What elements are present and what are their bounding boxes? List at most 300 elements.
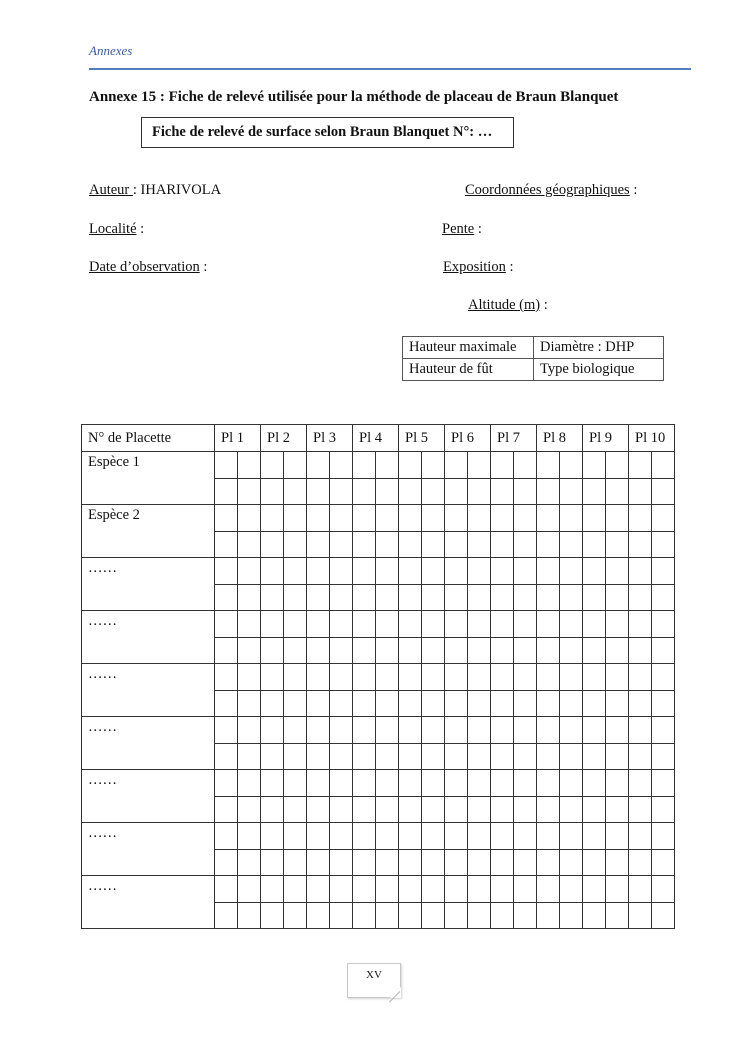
entry-cell[interactable]	[606, 849, 629, 876]
entry-cell[interactable]	[491, 452, 514, 479]
entry-cell[interactable]	[445, 637, 468, 664]
entry-cell[interactable]	[445, 823, 468, 850]
entry-cell[interactable]	[353, 902, 376, 929]
entry-cell[interactable]	[514, 611, 537, 638]
entry-cell[interactable]	[353, 505, 376, 532]
entry-cell[interactable]	[537, 770, 560, 797]
entry-cell[interactable]	[376, 478, 399, 505]
entry-cell[interactable]	[468, 796, 491, 823]
entry-cell[interactable]	[606, 478, 629, 505]
entry-cell[interactable]	[215, 584, 238, 611]
entry-cell[interactable]	[445, 849, 468, 876]
entry-cell[interactable]	[629, 664, 652, 691]
entry-cell[interactable]	[376, 823, 399, 850]
entry-cell[interactable]	[238, 584, 261, 611]
entry-cell[interactable]	[583, 902, 606, 929]
entry-cell[interactable]	[399, 690, 422, 717]
entry-cell[interactable]	[399, 876, 422, 903]
entry-cell[interactable]	[215, 690, 238, 717]
entry-cell[interactable]	[215, 664, 238, 691]
entry-cell[interactable]	[422, 531, 445, 558]
entry-cell[interactable]	[215, 823, 238, 850]
entry-cell[interactable]	[307, 823, 330, 850]
entry-cell[interactable]	[468, 717, 491, 744]
entry-cell[interactable]	[353, 849, 376, 876]
entry-cell[interactable]	[376, 876, 399, 903]
entry-cell[interactable]	[284, 452, 307, 479]
entry-cell[interactable]	[284, 558, 307, 585]
entry-cell[interactable]	[629, 717, 652, 744]
entry-cell[interactable]	[606, 796, 629, 823]
entry-cell[interactable]	[514, 743, 537, 770]
entry-cell[interactable]	[376, 452, 399, 479]
entry-cell[interactable]	[537, 876, 560, 903]
entry-cell[interactable]	[399, 558, 422, 585]
entry-cell[interactable]	[330, 876, 353, 903]
entry-cell[interactable]	[583, 796, 606, 823]
entry-cell[interactable]	[491, 902, 514, 929]
entry-cell[interactable]	[629, 849, 652, 876]
entry-cell[interactable]	[261, 452, 284, 479]
entry-cell[interactable]	[629, 876, 652, 903]
entry-cell[interactable]	[307, 690, 330, 717]
entry-cell[interactable]	[560, 770, 583, 797]
entry-cell[interactable]	[238, 690, 261, 717]
entry-cell[interactable]	[468, 902, 491, 929]
entry-cell[interactable]	[261, 505, 284, 532]
entry-cell[interactable]	[537, 849, 560, 876]
entry-cell[interactable]	[284, 717, 307, 744]
entry-cell[interactable]	[307, 505, 330, 532]
entry-cell[interactable]	[514, 531, 537, 558]
entry-cell[interactable]	[261, 584, 284, 611]
entry-cell[interactable]	[399, 505, 422, 532]
entry-cell[interactable]	[629, 902, 652, 929]
entry-cell[interactable]	[353, 823, 376, 850]
entry-cell[interactable]	[652, 558, 675, 585]
entry-cell[interactable]	[537, 478, 560, 505]
entry-cell[interactable]	[445, 796, 468, 823]
entry-cell[interactable]	[583, 637, 606, 664]
entry-cell[interactable]	[330, 902, 353, 929]
entry-cell[interactable]	[261, 876, 284, 903]
entry-cell[interactable]	[514, 664, 537, 691]
entry-cell[interactable]	[445, 531, 468, 558]
entry-cell[interactable]	[537, 823, 560, 850]
entry-cell[interactable]	[652, 823, 675, 850]
entry-cell[interactable]	[606, 743, 629, 770]
entry-cell[interactable]	[468, 584, 491, 611]
entry-cell[interactable]	[353, 664, 376, 691]
entry-cell[interactable]	[353, 558, 376, 585]
entry-cell[interactable]	[238, 452, 261, 479]
entry-cell[interactable]	[606, 902, 629, 929]
entry-cell[interactable]	[399, 611, 422, 638]
entry-cell[interactable]	[468, 478, 491, 505]
entry-cell[interactable]	[238, 505, 261, 532]
entry-cell[interactable]	[606, 452, 629, 479]
entry-cell[interactable]	[514, 770, 537, 797]
entry-cell[interactable]	[652, 611, 675, 638]
entry-cell[interactable]	[215, 902, 238, 929]
entry-cell[interactable]	[491, 690, 514, 717]
entry-cell[interactable]	[376, 664, 399, 691]
entry-cell[interactable]	[353, 637, 376, 664]
entry-cell[interactable]	[307, 849, 330, 876]
entry-cell[interactable]	[583, 849, 606, 876]
entry-cell[interactable]	[261, 664, 284, 691]
entry-cell[interactable]	[376, 531, 399, 558]
entry-cell[interactable]	[583, 690, 606, 717]
entry-cell[interactable]	[376, 584, 399, 611]
entry-cell[interactable]	[652, 796, 675, 823]
entry-cell[interactable]	[491, 770, 514, 797]
entry-cell[interactable]	[422, 584, 445, 611]
entry-cell[interactable]	[307, 743, 330, 770]
entry-cell[interactable]	[514, 505, 537, 532]
entry-cell[interactable]	[422, 505, 445, 532]
entry-cell[interactable]	[445, 770, 468, 797]
entry-cell[interactable]	[491, 558, 514, 585]
entry-cell[interactable]	[399, 664, 422, 691]
entry-cell[interactable]	[307, 876, 330, 903]
entry-cell[interactable]	[652, 876, 675, 903]
entry-cell[interactable]	[422, 717, 445, 744]
entry-cell[interactable]	[238, 823, 261, 850]
entry-cell[interactable]	[629, 452, 652, 479]
entry-cell[interactable]	[606, 664, 629, 691]
entry-cell[interactable]	[261, 558, 284, 585]
entry-cell[interactable]	[330, 849, 353, 876]
entry-cell[interactable]	[583, 452, 606, 479]
entry-cell[interactable]	[606, 823, 629, 850]
entry-cell[interactable]	[445, 584, 468, 611]
entry-cell[interactable]	[491, 664, 514, 691]
entry-cell[interactable]	[560, 664, 583, 691]
entry-cell[interactable]	[560, 876, 583, 903]
entry-cell[interactable]	[307, 796, 330, 823]
entry-cell[interactable]	[284, 823, 307, 850]
entry-cell[interactable]	[606, 770, 629, 797]
entry-cell[interactable]	[514, 902, 537, 929]
entry-cell[interactable]	[261, 690, 284, 717]
entry-cell[interactable]	[307, 478, 330, 505]
entry-cell[interactable]	[445, 452, 468, 479]
entry-cell[interactable]	[330, 531, 353, 558]
entry-cell[interactable]	[330, 823, 353, 850]
entry-cell[interactable]	[468, 531, 491, 558]
entry-cell[interactable]	[514, 637, 537, 664]
entry-cell[interactable]	[284, 743, 307, 770]
entry-cell[interactable]	[468, 743, 491, 770]
entry-cell[interactable]	[307, 770, 330, 797]
entry-cell[interactable]	[238, 849, 261, 876]
entry-cell[interactable]	[491, 796, 514, 823]
entry-cell[interactable]	[560, 452, 583, 479]
entry-cell[interactable]	[537, 743, 560, 770]
entry-cell[interactable]	[445, 743, 468, 770]
entry-cell[interactable]	[560, 637, 583, 664]
entry-cell[interactable]	[238, 664, 261, 691]
entry-cell[interactable]	[330, 558, 353, 585]
entry-cell[interactable]	[445, 478, 468, 505]
entry-cell[interactable]	[330, 796, 353, 823]
entry-cell[interactable]	[238, 637, 261, 664]
entry-cell[interactable]	[376, 849, 399, 876]
entry-cell[interactable]	[376, 505, 399, 532]
entry-cell[interactable]	[261, 743, 284, 770]
entry-cell[interactable]	[422, 452, 445, 479]
entry-cell[interactable]	[560, 478, 583, 505]
entry-cell[interactable]	[468, 452, 491, 479]
entry-cell[interactable]	[307, 637, 330, 664]
entry-cell[interactable]	[537, 558, 560, 585]
entry-cell[interactable]	[468, 505, 491, 532]
entry-cell[interactable]	[629, 796, 652, 823]
entry-cell[interactable]	[560, 531, 583, 558]
entry-cell[interactable]	[537, 796, 560, 823]
entry-cell[interactable]	[491, 584, 514, 611]
entry-cell[interactable]	[422, 664, 445, 691]
entry-cell[interactable]	[629, 531, 652, 558]
entry-cell[interactable]	[284, 690, 307, 717]
entry-cell[interactable]	[353, 478, 376, 505]
entry-cell[interactable]	[629, 690, 652, 717]
entry-cell[interactable]	[606, 558, 629, 585]
entry-cell[interactable]	[606, 876, 629, 903]
entry-cell[interactable]	[353, 690, 376, 717]
entry-cell[interactable]	[284, 478, 307, 505]
entry-cell[interactable]	[491, 743, 514, 770]
entry-cell[interactable]	[399, 796, 422, 823]
entry-cell[interactable]	[399, 770, 422, 797]
entry-cell[interactable]	[560, 902, 583, 929]
entry-cell[interactable]	[629, 505, 652, 532]
entry-cell[interactable]	[629, 770, 652, 797]
entry-cell[interactable]	[629, 478, 652, 505]
entry-cell[interactable]	[468, 664, 491, 691]
entry-cell[interactable]	[284, 770, 307, 797]
entry-cell[interactable]	[215, 611, 238, 638]
entry-cell[interactable]	[422, 637, 445, 664]
entry-cell[interactable]	[468, 876, 491, 903]
entry-cell[interactable]	[514, 478, 537, 505]
entry-cell[interactable]	[376, 743, 399, 770]
entry-cell[interactable]	[537, 584, 560, 611]
entry-cell[interactable]	[330, 743, 353, 770]
entry-cell[interactable]	[445, 717, 468, 744]
entry-cell[interactable]	[422, 796, 445, 823]
entry-cell[interactable]	[238, 478, 261, 505]
entry-cell[interactable]	[376, 558, 399, 585]
entry-cell[interactable]	[583, 876, 606, 903]
entry-cell[interactable]	[399, 743, 422, 770]
entry-cell[interactable]	[491, 823, 514, 850]
entry-cell[interactable]	[514, 452, 537, 479]
entry-cell[interactable]	[399, 531, 422, 558]
entry-cell[interactable]	[514, 823, 537, 850]
entry-cell[interactable]	[560, 558, 583, 585]
entry-cell[interactable]	[468, 690, 491, 717]
entry-cell[interactable]	[629, 743, 652, 770]
entry-cell[interactable]	[560, 717, 583, 744]
entry-cell[interactable]	[353, 611, 376, 638]
entry-cell[interactable]	[353, 452, 376, 479]
entry-cell[interactable]	[353, 531, 376, 558]
entry-cell[interactable]	[376, 902, 399, 929]
entry-cell[interactable]	[583, 743, 606, 770]
entry-cell[interactable]	[537, 637, 560, 664]
entry-cell[interactable]	[629, 558, 652, 585]
entry-cell[interactable]	[330, 770, 353, 797]
entry-cell[interactable]	[215, 876, 238, 903]
entry-cell[interactable]	[652, 531, 675, 558]
entry-cell[interactable]	[215, 849, 238, 876]
entry-cell[interactable]	[583, 531, 606, 558]
entry-cell[interactable]	[652, 637, 675, 664]
entry-cell[interactable]	[307, 611, 330, 638]
entry-cell[interactable]	[629, 637, 652, 664]
entry-cell[interactable]	[307, 717, 330, 744]
entry-cell[interactable]	[376, 690, 399, 717]
entry-cell[interactable]	[583, 478, 606, 505]
entry-cell[interactable]	[583, 611, 606, 638]
entry-cell[interactable]	[330, 478, 353, 505]
entry-cell[interactable]	[215, 770, 238, 797]
entry-cell[interactable]	[445, 690, 468, 717]
entry-cell[interactable]	[652, 849, 675, 876]
entry-cell[interactable]	[537, 452, 560, 479]
entry-cell[interactable]	[238, 531, 261, 558]
entry-cell[interactable]	[215, 452, 238, 479]
entry-cell[interactable]	[238, 743, 261, 770]
entry-cell[interactable]	[422, 558, 445, 585]
entry-cell[interactable]	[537, 717, 560, 744]
entry-cell[interactable]	[606, 637, 629, 664]
entry-cell[interactable]	[284, 637, 307, 664]
entry-cell[interactable]	[353, 717, 376, 744]
entry-cell[interactable]	[652, 770, 675, 797]
entry-cell[interactable]	[284, 505, 307, 532]
entry-cell[interactable]	[330, 505, 353, 532]
entry-cell[interactable]	[468, 611, 491, 638]
entry-cell[interactable]	[422, 902, 445, 929]
entry-cell[interactable]	[307, 584, 330, 611]
entry-cell[interactable]	[606, 611, 629, 638]
entry-cell[interactable]	[330, 690, 353, 717]
entry-cell[interactable]	[514, 690, 537, 717]
entry-cell[interactable]	[514, 584, 537, 611]
entry-cell[interactable]	[514, 876, 537, 903]
entry-cell[interactable]	[307, 664, 330, 691]
entry-cell[interactable]	[307, 452, 330, 479]
entry-cell[interactable]	[238, 770, 261, 797]
entry-cell[interactable]	[261, 531, 284, 558]
entry-cell[interactable]	[422, 690, 445, 717]
entry-cell[interactable]	[215, 505, 238, 532]
entry-cell[interactable]	[376, 796, 399, 823]
entry-cell[interactable]	[238, 902, 261, 929]
entry-cell[interactable]	[468, 637, 491, 664]
entry-cell[interactable]	[445, 558, 468, 585]
entry-cell[interactable]	[606, 584, 629, 611]
entry-cell[interactable]	[445, 902, 468, 929]
entry-cell[interactable]	[215, 478, 238, 505]
entry-cell[interactable]	[491, 849, 514, 876]
entry-cell[interactable]	[399, 452, 422, 479]
entry-cell[interactable]	[330, 637, 353, 664]
entry-cell[interactable]	[353, 796, 376, 823]
entry-cell[interactable]	[353, 876, 376, 903]
entry-cell[interactable]	[284, 902, 307, 929]
entry-cell[interactable]	[284, 876, 307, 903]
entry-cell[interactable]	[629, 584, 652, 611]
entry-cell[interactable]	[537, 531, 560, 558]
entry-cell[interactable]	[238, 558, 261, 585]
entry-cell[interactable]	[376, 717, 399, 744]
entry-cell[interactable]	[215, 743, 238, 770]
entry-cell[interactable]	[261, 849, 284, 876]
entry-cell[interactable]	[330, 664, 353, 691]
entry-cell[interactable]	[215, 717, 238, 744]
entry-cell[interactable]	[560, 796, 583, 823]
entry-cell[interactable]	[284, 664, 307, 691]
entry-cell[interactable]	[537, 902, 560, 929]
entry-cell[interactable]	[652, 478, 675, 505]
entry-cell[interactable]	[468, 823, 491, 850]
entry-cell[interactable]	[537, 505, 560, 532]
entry-cell[interactable]	[652, 452, 675, 479]
entry-cell[interactable]	[629, 823, 652, 850]
entry-cell[interactable]	[307, 531, 330, 558]
entry-cell[interactable]	[399, 584, 422, 611]
entry-cell[interactable]	[261, 902, 284, 929]
entry-cell[interactable]	[376, 770, 399, 797]
entry-cell[interactable]	[399, 823, 422, 850]
entry-cell[interactable]	[491, 478, 514, 505]
entry-cell[interactable]	[560, 584, 583, 611]
entry-cell[interactable]	[376, 637, 399, 664]
entry-cell[interactable]	[422, 770, 445, 797]
entry-cell[interactable]	[445, 505, 468, 532]
entry-cell[interactable]	[560, 743, 583, 770]
entry-cell[interactable]	[629, 611, 652, 638]
entry-cell[interactable]	[652, 717, 675, 744]
entry-cell[interactable]	[491, 505, 514, 532]
entry-cell[interactable]	[583, 823, 606, 850]
entry-cell[interactable]	[353, 770, 376, 797]
entry-cell[interactable]	[330, 717, 353, 744]
entry-cell[interactable]	[560, 505, 583, 532]
entry-cell[interactable]	[606, 690, 629, 717]
entry-cell[interactable]	[261, 637, 284, 664]
entry-cell[interactable]	[514, 796, 537, 823]
entry-cell[interactable]	[422, 876, 445, 903]
entry-cell[interactable]	[583, 584, 606, 611]
entry-cell[interactable]	[399, 902, 422, 929]
entry-cell[interactable]	[537, 664, 560, 691]
entry-cell[interactable]	[284, 611, 307, 638]
entry-cell[interactable]	[491, 717, 514, 744]
entry-cell[interactable]	[606, 505, 629, 532]
entry-cell[interactable]	[583, 717, 606, 744]
entry-cell[interactable]	[652, 690, 675, 717]
entry-cell[interactable]	[583, 505, 606, 532]
entry-cell[interactable]	[215, 796, 238, 823]
entry-cell[interactable]	[583, 770, 606, 797]
entry-cell[interactable]	[422, 823, 445, 850]
entry-cell[interactable]	[376, 611, 399, 638]
